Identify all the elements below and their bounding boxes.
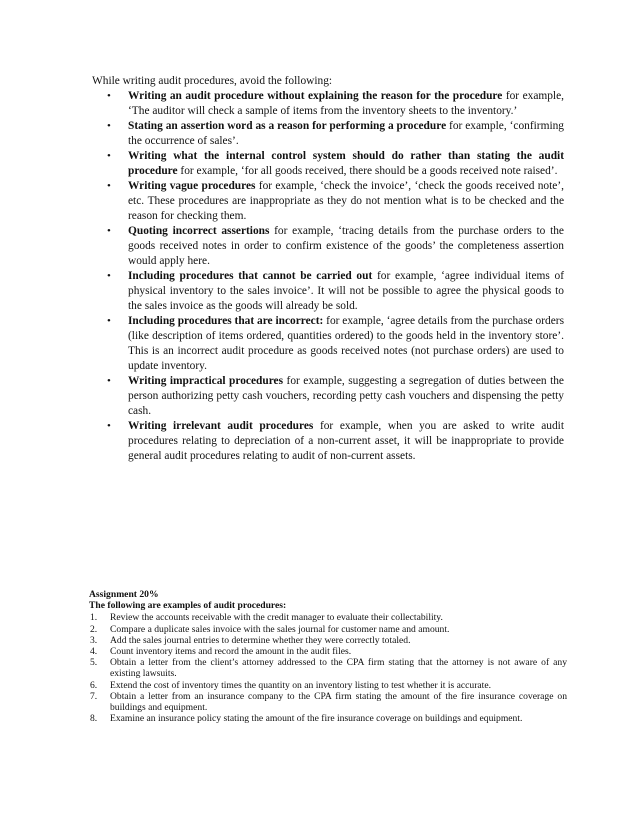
procedure-item: [89, 635, 567, 646]
avoid-item-text: for example, when you are asked to write audit procedures relating to depreciation of a non-current asset, it will be inappropriate to provide general audit procedures relating to audit of non-current assets.: [128, 420, 565, 462]
avoid-item-heading: Writing irrelevant audit procedures: [128, 420, 314, 432]
assignment-title: Assignment 20%: [89, 589, 159, 600]
procedure-number: 4.: [90, 646, 98, 658]
avoid-item: [92, 179, 564, 224]
procedure-item: [89, 624, 567, 635]
procedure-text: Obtain a letter from the client’s attorney addressed to the CPA firm stating that the attorney is not aware of any existing lawsuits.: [110, 657, 567, 680]
avoid-item-text: for example, ‘agree details from the purchase orders (like description of items ordered, quantities ordered) to the goods held in the inventory store’. This is an incorrect audit procedure as goods received notes (not purchase orders) are used to update inventory.: [128, 315, 565, 372]
avoid-item-text: for example, ‘for all goods received, there should be a goods received note raised’.: [177, 165, 558, 177]
procedure-number: 7.: [90, 690, 98, 702]
procedure-number: 2.: [90, 623, 98, 635]
procedure-item: [89, 680, 567, 691]
procedure-item: [89, 691, 567, 713]
avoid-item: [92, 419, 564, 464]
avoid-item: [92, 224, 564, 269]
procedure-text: Examine an insurance policy stating the amount of the fire insurance coverage on buildings and equipment.: [110, 713, 523, 725]
procedure-number: 1.: [90, 612, 98, 624]
avoid-item-heading: Writing vague procedures: [128, 180, 256, 192]
assignment-subtitle: The following are examples of audit procedures:: [89, 600, 287, 612]
avoid-item-heading: Writing what the internal control system should do rather than stating the audit procedure: [128, 150, 564, 177]
procedure-text: Count inventory items and record the amount in the audit files.: [110, 646, 352, 658]
avoid-item-heading: Including procedures that are incorrect:: [128, 315, 324, 327]
avoid-item: [92, 119, 564, 149]
avoid-item: [92, 149, 564, 179]
avoid-item-text: for example, suggesting a segregation of duties between the person authorizing petty cash vouchers, recording petty cash vouchers and dispensing the petty cash.: [128, 375, 564, 417]
procedure-item: [89, 657, 567, 679]
avoid-item-text: for example, ‘tracing details from the purchase orders to the goods received notes in order to confirm existence of the goods’ the completeness assertion would apply here.: [128, 225, 564, 267]
avoid-item-heading: Quoting incorrect assertions: [128, 225, 270, 237]
procedure-number: 5.: [90, 657, 98, 669]
avoid-item-text: for example, ‘check the invoice’, ‘check the goods received note’, etc. These procedures are inappropriate as they do not mention what is to be checked and the reason for checking them.: [128, 180, 564, 222]
avoid-item: [92, 89, 564, 119]
procedure-item: [89, 646, 567, 657]
procedure-number: 8.: [90, 713, 98, 725]
procedure-text: Review the accounts receivable with the credit manager to evaluate their collectability.: [110, 612, 443, 624]
procedure-text: Extend the cost of inventory times the quantity on an inventory listing to test whether it is accurate.: [110, 679, 491, 691]
avoid-item: [92, 314, 564, 374]
avoid-item-heading: Including procedures that cannot be carried out: [128, 270, 373, 282]
procedure-item: [89, 612, 567, 623]
procedure-item: [89, 713, 567, 724]
procedure-number: 6.: [90, 679, 98, 691]
avoid-item: [92, 374, 564, 419]
avoid-item: [92, 269, 564, 314]
avoid-item-heading: Writing impractical procedures: [128, 375, 284, 387]
avoid-item-heading: Stating an assertion word as a reason for performing a procedure: [128, 120, 447, 132]
avoid-item-text: for example, ‘agree individual items of physical inventory to the sales invoice’. It will not be possible to agree the physical goods to the sales invoice as the goods will already be sold.: [128, 270, 564, 312]
intro-text: While writing audit procedures, avoid the following:: [92, 75, 333, 87]
procedure-number: 3.: [90, 634, 98, 646]
procedure-text: Compare a duplicate sales invoice with the sales journal for customer name and amount.: [110, 623, 450, 635]
procedure-text: Obtain a letter from an insurance company to the CPA firm stating the amount of the fire insurance coverage on buildings and equipment.: [110, 690, 567, 714]
avoid-item-text: for example, ‘confirming the occurrence of sales’.: [128, 120, 565, 147]
procedure-text: Add the sales journal entries to determine whether they were correctly totaled.: [110, 634, 411, 646]
avoid-item-text: for example, ‘The auditor will check a sample of items from the inventory sheets to the inventory.’: [128, 90, 564, 117]
avoid-item-heading: Writing an audit procedure without explaining the reason for the procedure: [128, 90, 503, 102]
avoid-list: [92, 89, 564, 464]
assignment-section: [89, 589, 567, 724]
procedure-list: [89, 612, 567, 724]
